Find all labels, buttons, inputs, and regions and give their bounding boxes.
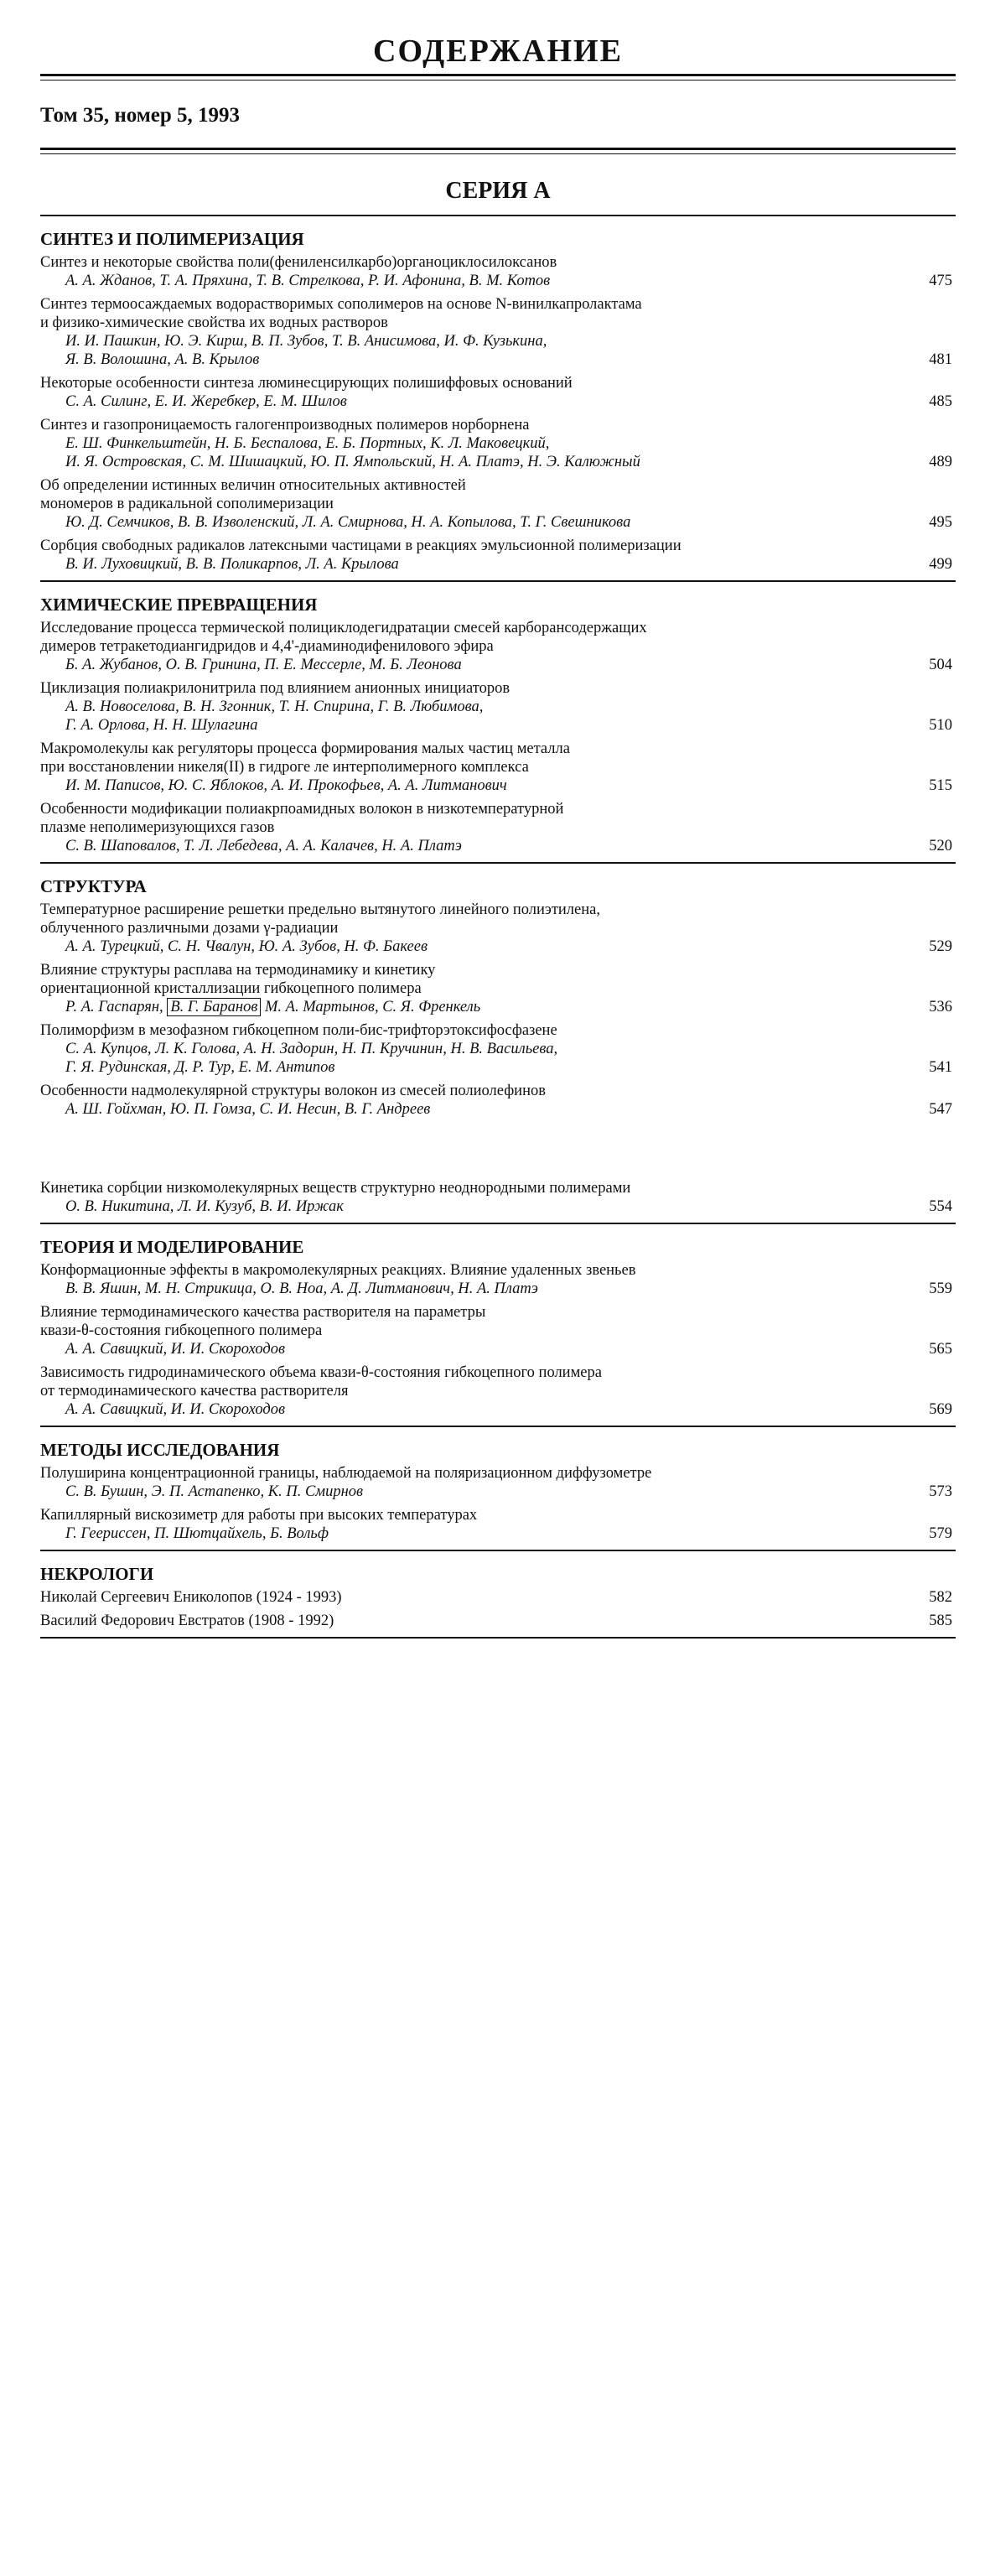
entry-page-number: 489 [929,454,952,470]
toc-entry[interactable] [40,1506,956,1543]
entry-title: Влияние структуры расплава на термодинамику и кинетику ориентационной кристаллизации гибкоцепного полимера [40,962,436,997]
toc-entry[interactable] [40,1588,956,1607]
entry-page-number: 481 [929,351,952,368]
toc-entry[interactable] [40,295,956,369]
entry-title: Об определении истинных величин относительных активностей мономеров в радикальной сополимеризации [40,477,466,512]
spacer [40,1124,956,1179]
section-title: МЕТОДЫ ИССЛЕДОВАНИЯ [40,1440,280,1460]
entry-title: Кинетика сорбции низкомолекулярных веществ структурно неоднородными полимерами [40,1180,631,1197]
toc-entry[interactable] [40,901,956,956]
entry-title: Синтез термоосаждаемых водорастворимых сополимеров на основе N-винилкапролактама и физико-химические свойства их водных растворов [40,296,642,331]
toc-entry[interactable] [40,476,956,532]
entry-page-number: 582 [929,1589,952,1606]
entry-title: Сорбция свободных радикалов латексными частицами в реакциях эмульсионной полимеризации [40,538,682,554]
entry-authors: А. А. Жданов, Т. А. Пряхина, Т. В. Стрелкова, Р. И. Афонина, В. М. Котов [65,273,551,289]
section-title: ТЕОРИЯ И МОДЕЛИРОВАНИЕ [40,1237,304,1257]
section-title: НЕКРОЛОГИ [40,1564,154,1584]
entry-title: Некоторые особенности синтеза люминесцирующих полишиффовых оснований [40,375,573,392]
entry-page-number: 504 [929,657,952,673]
toc-entry[interactable] [40,679,956,735]
entry-title: Василий Федорович Евстратов (1908 - 1992) [40,1613,334,1629]
entry-title: Синтез и газопроницаемость галогенпроизводных полимеров норборнена [40,417,530,434]
toc-entry[interactable] [40,1612,956,1630]
entry-page-number: 536 [929,999,952,1015]
toc-section [40,1560,956,1639]
entry-authors: А. А. Савицкий, И. И. Скороходов [65,1341,286,1358]
toc-entry[interactable] [40,1179,956,1216]
entry-page-number: 495 [929,514,952,531]
section-title: СИНТЕЗ И ПОЛИМЕРИЗАЦИЯ [40,229,304,249]
section-divider [40,1223,956,1224]
page-title: СОДЕРЖАНИЕ [373,34,623,69]
entry-page-number: 515 [929,777,952,794]
entry-authors: А. Ш. Гойхман, Ю. П. Гомза, С. И. Несин, В. Г. Андреев [65,1101,431,1118]
entry-authors: Г. Геериссен, П. Шютцайхель, Б. Вольф [65,1525,329,1542]
entry-authors: Ю. Д. Семчиков, В. В. Изволенский, Л. А. Смирнова, Н. А. Копылова, Т. Г. Свешникова [65,514,631,531]
section-title: ХИМИЧЕСКИЕ ПРЕВРАЩЕНИЯ [40,595,318,615]
entry-page-number: 541 [929,1059,952,1076]
entry-page-number: 573 [929,1483,952,1500]
entry-authors: А. А. Савицкий, И. И. Скороходов [65,1401,286,1418]
entry-title: Циклизация полиакрилонитрила под влиянием анионных инициаторов [40,680,511,697]
entry-page-number: 529 [929,938,952,955]
entry-authors: В. И. Луховицкий, В. В. Поликарпов, Л. А. Крылова [65,556,399,573]
entry-page-number: 565 [929,1341,952,1358]
entry-title: Зависимость гидродинамического объема квази-θ-состояния гибкоцепного полимера от термодинамического качества растворителя [40,1364,602,1400]
entry-page-number: 499 [929,556,952,573]
entry-page-number: 520 [929,838,952,854]
toc-section [40,590,956,864]
toc-section [40,225,956,582]
entry-authors: С. В. Бушин, Э. П. Астапенко, К. П. Смирнов [65,1483,364,1500]
entry-page-number: 485 [929,393,952,410]
toc-entry[interactable] [40,374,956,411]
toc-entry[interactable] [40,1021,956,1077]
toc-entry[interactable] [40,1464,956,1501]
entry-page-number: 547 [929,1101,952,1118]
entry-authors: А. А. Турецкий, С. Н. Чвалун, Ю. А. Зубов, Н. Ф. Бакеев [65,938,428,955]
toc-section [40,1233,956,1427]
entry-title: Полиморфизм в мезофазном гибкоцепном поли-бис-трифторэтоксифосфазене [40,1022,557,1039]
section-divider [40,580,956,582]
volume-info: Том 35, номер 5, 1993 [40,104,241,127]
entry-page-number: 510 [929,717,952,734]
entry-title: Особенности надмолекулярной структуры волокон из смесей полиолефинов [40,1083,546,1099]
entry-authors: И. М. Паписов, Ю. С. Яблоков, А. И. Прокофьев, А. А. Литманович [65,777,507,794]
title-rule [40,74,956,80]
toc-entry[interactable] [40,961,956,1016]
entry-authors: В. В. Яшин, М. Н. Стрикица, О. В. Ноа, А. Д. Литманович, Н. А. Платэ [65,1280,538,1297]
entry-title: Влияние термодинамического качества растворителя на параметры квази-θ-состояния гибкоцепного полимера [40,1304,486,1339]
toc-entry[interactable] [40,416,956,471]
entry-authors: Р. А. Гаспарян, В. Г. Баранов М. А. Мартынов, С. Я. Френкель [65,999,481,1015]
toc-section [40,872,956,1224]
toc-entry[interactable] [40,740,956,795]
entry-title: Исследование процесса термической полициклодегидратации смесей карборансодержащих димеров тетракетодиангидридов и 4,4'-диаминодифенилового эфира [40,620,647,655]
toc-entry[interactable] [40,619,956,674]
volume-rule [40,148,956,154]
toc-entry[interactable] [40,1363,956,1419]
series-rule [40,215,956,216]
entry-title: Макромолекулы как регуляторы процесса формирования малых частиц металла при восстановлении никеля(II) в гидроге ле интерполимерного комплекса [40,740,570,776]
toc-entry[interactable] [40,253,956,290]
entry-page-number: 554 [929,1198,952,1215]
entry-title: Конформационные эффекты в макромолекулярных реакциях. Влияние удаленных звеньев [40,1262,636,1279]
entry-page-number: 569 [929,1401,952,1418]
section-divider [40,1426,956,1427]
toc-entry[interactable] [40,1303,956,1358]
section-title: СТРУКТУРА [40,876,147,896]
entry-title: Николай Сергеевич Ениколопов (1924 - 1993) [40,1589,342,1606]
entry-title: Капиллярный вискозиметр для работы при высоких температурах [40,1507,478,1524]
section-divider [40,1550,956,1551]
entry-authors: И. И. Пашкин, Ю. Э. Кирш, В. П. Зубов, Т. В. Анисимова, И. Ф. Кузькина, Я. В. Волошина, А. В. Крылов [65,333,547,368]
entry-page-number: 475 [929,273,952,289]
sections-container [40,225,956,1639]
entry-page-number: 585 [929,1613,952,1629]
entry-authors: А. В. Новоселова, В. Н. Згонник, Т. Н. Спирина, Г. В. Любимова, Г. А. Орлова, Н. Н. Шулагина [65,699,484,734]
entry-authors: Б. А. Жубанов, О. В. Гринина, П. Е. Мессерле, М. Б. Леонова [65,657,462,673]
section-divider [40,1637,956,1639]
toc-section [40,1436,956,1551]
section-divider [40,862,956,864]
boxed-author: В. Г. Баранов [167,998,261,1016]
entry-page-number: 559 [929,1280,952,1297]
entry-title: Температурное расширение решетки предельно вытянутого линейного полиэтилена, облученного различными дозами γ-радиации [40,901,600,937]
toc-entry[interactable] [40,1261,956,1298]
series-title: СЕРИЯ А [445,178,551,204]
toc-entry[interactable] [40,1082,956,1119]
toc-entry[interactable] [40,537,956,574]
table-of-contents-page [40,0,956,1639]
entry-authors: С. В. Шаповалов, Т. Л. Лебедева, А. А. Калачев, Н. А. Платэ [65,838,462,854]
entry-page-number: 579 [929,1525,952,1542]
toc-entry[interactable] [40,800,956,855]
entry-title: Особенности модификации полиакрпоамидных волокон в низкотемпературной плазме неполимеризующихся газов [40,801,564,836]
entry-authors: О. В. Никитина, Л. И. Кузуб, В. И. Иржак [65,1198,344,1215]
entry-title: Синтез и некоторые свойства поли(фениленсилкарбо)органоциклосилоксанов [40,254,557,271]
entry-title: Полуширина концентрационной границы, наблюдаемой на поляризационном диффузометре [40,1465,652,1482]
entry-authors: С. А. Купцов, Л. К. Голова, А. Н. Задорин, Н. П. Кручинин, Н. В. Васильева, Г. Я. Рудинская, Д. Р. Тур, Е. М. Антипов [65,1041,558,1076]
entry-authors: Е. Ш. Финкельштейн, Н. Б. Беспалова, Е. Б. Портных, К. Л. Маковецкий, И. Я. Островская, С. М. Шишацкий, Ю. П. Ямпольский, Н. А. Платэ, Н. Э. Калюжный [65,435,640,470]
entry-authors: С. А. Силинг, Е. И. Жеребкер, Е. М. Шилов [65,393,347,410]
